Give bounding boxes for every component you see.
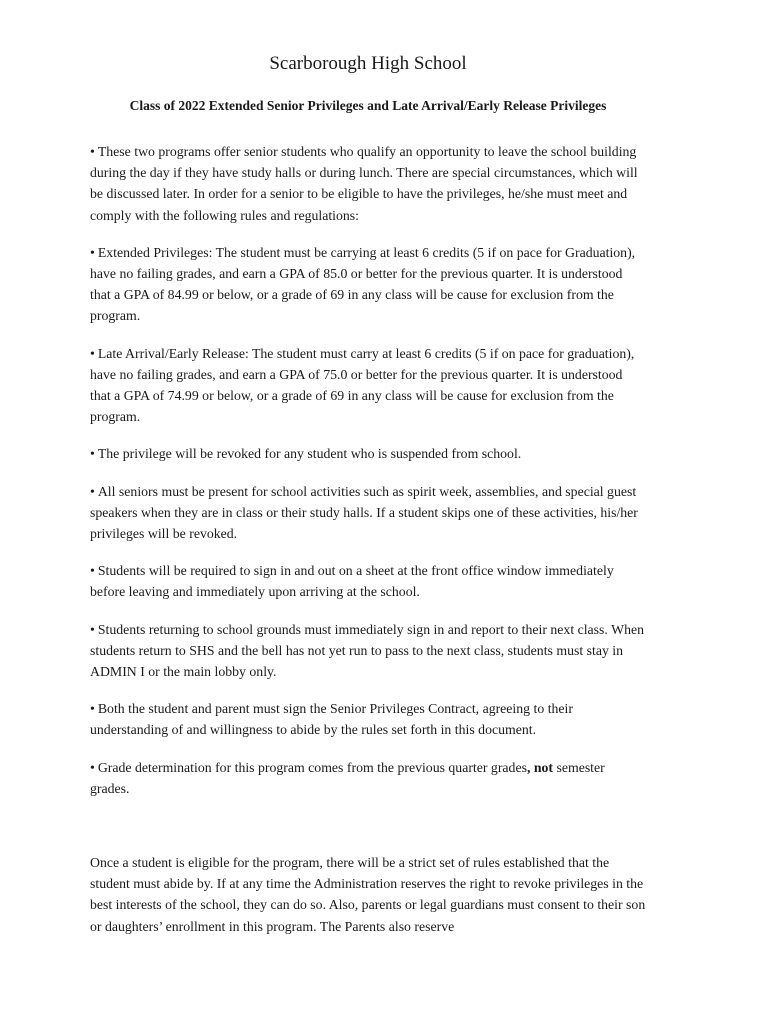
bullet-item [90, 242, 646, 327]
bullet-item [90, 141, 646, 226]
bullet-item [90, 481, 646, 545]
bullet-item [90, 443, 646, 464]
bullet-icon: • [90, 244, 95, 260]
bullet-text: All seniors must be present for school activities such as spirit week, assemblies, and special guest speakers when they are in class or their study halls. If a student skips one of these activities, his/her privileges will be revoked. [90, 483, 638, 542]
bullet-icon: • [90, 144, 95, 159]
bullet-icon: • [90, 621, 95, 637]
bullet-icon: • [90, 563, 95, 579]
bullet-item [90, 698, 646, 740]
bullet-icon: • [90, 345, 95, 361]
bullet-list [90, 141, 646, 741]
bullet-icon: • [90, 483, 95, 499]
bullet-emphasis: , not [526, 759, 554, 775]
bullet-text: Students returning to school grounds must immediately sign in and report to their next class. When students return to SHS and the bell has not yet run to pass to the next class, students must stay in ADMIN I or the main lobby only. [90, 621, 645, 680]
bullet-text: Grade determination for this program comes from the previous quarter grades [97, 759, 527, 775]
document-page [90, 50, 646, 951]
bullet-icon: • [90, 759, 95, 775]
bullet-text: Students will be required to sign in and out on a sheet at the front office window immediately before leaving and immediately upon arriving at the school. [90, 563, 614, 600]
bullet-item [90, 757, 646, 799]
bullet-text: Late Arrival/Early Release: The student must carry at least 6 credits (5 if on pace for graduation), have no failing grades, and earn a GPA of 75.0 or better for the previous quarter. It is understood that a GPA of 74.99 or below, or a grade of 69 in any class will be cause for exclusion from the program. [90, 345, 635, 425]
bullet-icon: • [90, 446, 95, 462]
bullet-item [90, 619, 646, 683]
closing-paragraph: Once a student is eligible for the program, there will be a strict set of rules established that the student must abide by. If at any time the Administration reserves the right to revoke privileges in the best interests of the school, they can do so. Also, parents or legal guardians must consent to their son or daughters’ enrollment in this program. The Parents also reserve [90, 855, 646, 934]
bullet-item [90, 343, 646, 428]
bullet-text: The privilege will be revoked for any student who is suspended from school. [97, 446, 522, 462]
bullet-text-tail: semester grades. [90, 759, 605, 796]
bullet-text: Extended Privileges: The student must be carrying at least 6 credits (5 if on pace for Graduation), have no failing grades, and earn a GPA of 85.0 or better for the previous quarter. It is understood that a GPA of 84.99 or below, or a grade of 69 in any class will be cause for exclusion from the program. [90, 244, 636, 324]
bullet-icon: • [90, 701, 95, 717]
document-subtitle: Class of 2022 Extended Senior Privileges and Late Arrival/Early Release Privileges [129, 98, 607, 113]
bullet-item [90, 560, 646, 602]
page-title: Scarborough High School [269, 53, 467, 74]
bullet-text: Both the student and parent must sign the Senior Privileges Contract, agreeing to their understanding of and willingness to abide by the rules set forth in this document. [90, 701, 573, 738]
bullet-text: These two programs offer senior students who qualify an opportunity to leave the school building during the day if they have study halls or during lunch. There are special circumstances, which will be discussed later. In order for a senior to be eligible to have the privileges, he/she must meet and comply with the following rules and regulations: [90, 144, 638, 223]
